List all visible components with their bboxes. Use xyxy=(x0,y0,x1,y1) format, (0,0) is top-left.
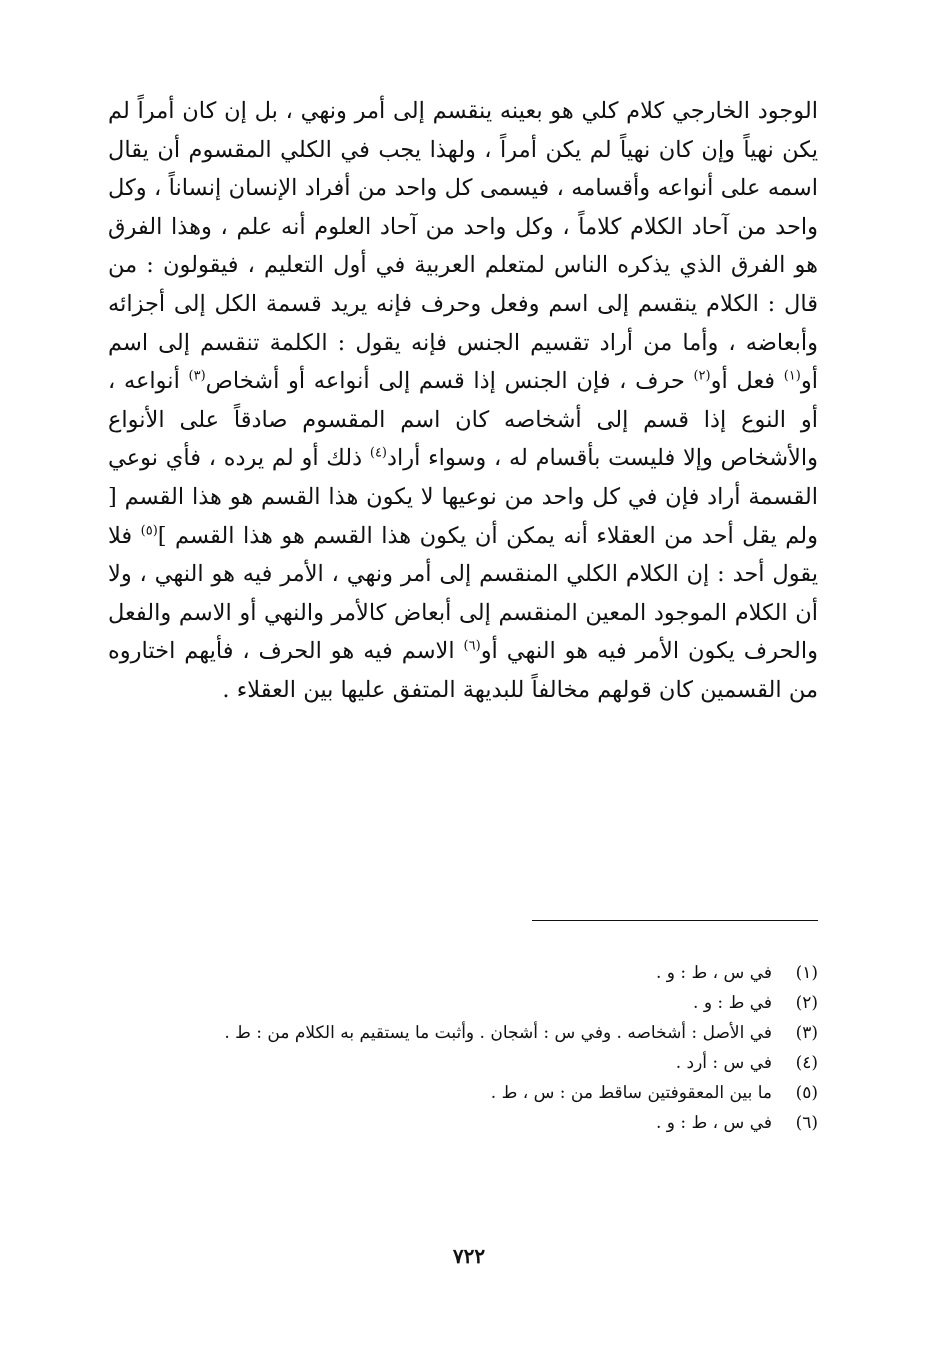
footnote-separator xyxy=(532,920,818,921)
footnote-text: في س : أرد . xyxy=(675,1053,772,1073)
footnote-number: (٥) xyxy=(795,1083,818,1103)
footnote-text: في ط : و . xyxy=(693,993,772,1013)
footnote-marker-1: (١) xyxy=(783,368,801,384)
footnote-marker-5: (٥) xyxy=(140,523,158,539)
text-segment: ذلك أو لم يرده ، فأي نوعي القسمة أراد فإن في كل واحد من نوعيها لا يكون هذا القسم هو هذا القسم [ ولم يقل أحد من العقلاء أنه يمكن أن يكون هذا القسم هو هذا القسم ] xyxy=(108,445,818,549)
footnote-number: (٤) xyxy=(795,1053,818,1073)
footnote-marker-4: (٤) xyxy=(369,445,387,461)
text-segment: حرف ، فإن الجنس إذا قسم إلى أنواعه أو أشخاص xyxy=(205,368,694,395)
footnote-3 xyxy=(108,1018,818,1048)
main-paragraph xyxy=(108,92,818,710)
footnote-text: في س ، ط : و . xyxy=(655,963,772,983)
footnote-text: في الأصل : أشخاصه . وفي س : أشجان . وأثبت ما يستقيم به الكلام من : ط . xyxy=(224,1023,772,1043)
footnote-marker-6: (٦) xyxy=(463,638,481,654)
footnote-number: (١) xyxy=(795,963,818,983)
text-segment: الوجود الخارجي كلام كلي هو بعينه ينقسم إلى أمر ونهي ، بل إن كان أمراً لم يكن نهياً وإن كان نهياً لم يكن أمراً ، ولهذا يجب في الكلي المقسوم أن يقال اسمه على أنواعه وأقسامه ، فيسمى كل واحد من أفراد الإنسان إنساناً ، وكل واحد من آحاد الكلام كلاماً ، وكل واحد من آحاد العلوم أنه علم ، وهذا الفرق هو الفرق الذي يذكره الناس لمتعلم العربية في أول التعليم ، فيقولون : من قال : الكلام ينقسم إلى اسم وفعل وحرف فإنه يريد قسمة الكل إلى أجزائه وأبعاضه ، وأما من أراد تقسيم الجنس فإنه يقول : الكلمة تنقسم إلى اسم أو xyxy=(108,98,818,395)
footnote-5 xyxy=(108,1078,818,1108)
footnote-4 xyxy=(108,1048,818,1078)
footnote-number: (٢) xyxy=(795,993,818,1013)
footnote-text: ما بين المعقوفتين ساقط من : س ، ط . xyxy=(490,1083,772,1103)
footnote-6 xyxy=(108,1108,818,1138)
footnote-number: (٦) xyxy=(795,1113,818,1133)
footnote-text: في س ، ط : و . xyxy=(655,1113,772,1133)
footnote-marker-3: (٣) xyxy=(188,368,206,384)
page-number: ٧٢٢ xyxy=(452,1244,486,1268)
footnote-1 xyxy=(108,958,818,988)
footnotes-list xyxy=(108,958,818,1138)
footnote-marker-2: (٢) xyxy=(693,368,711,384)
text-segment: أنواعه ، أو النوع إذا قسم إلى أشخاصه كان اسم المقسوم صادقاً على الأنواع والأشخاص وإلا فليست بأقسام له ، وسواء أراد xyxy=(108,368,818,472)
text-segment: فعل أو xyxy=(710,368,784,395)
text-segment: فلا يقول أحد : إن الكلام الكلي المنقسم إلى أمر ونهي ، الأمر فيه هو النهي ، ولا أن الكلام الموجود المعين المنقسم إلى أبعاض كالأمر والنهي أو الاسم والفعل والحرف يكون الأمر فيه هو النهي أو xyxy=(108,522,818,665)
footnote-number: (٣) xyxy=(795,1023,818,1043)
text-segment: الاسم فيه هو الحرف ، فأيهم اختاروه من القسمين كان قولهم مخالفاً للبديهة المتفق عليها بين العقلاء . xyxy=(108,638,818,703)
footnote-2 xyxy=(108,988,818,1018)
